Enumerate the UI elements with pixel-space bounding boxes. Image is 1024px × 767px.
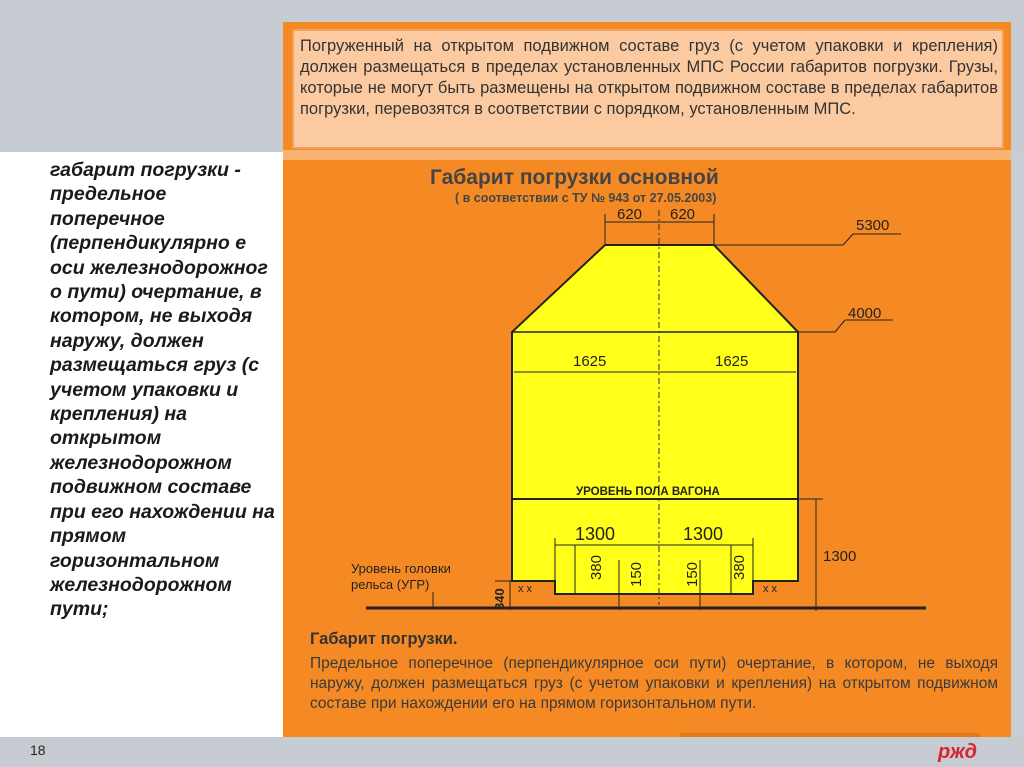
rail-label-line2: рельса (УГР): [351, 577, 430, 592]
dim-1625-left: 1625: [573, 353, 607, 370]
dim-150-left: 150: [628, 561, 645, 587]
dim-380-right: 380: [731, 554, 748, 580]
diagram-subtitle: ( в соответствии с ТУ № 943 от 27.05.2003): [455, 191, 717, 205]
poster-definition-text: Предельное поперечное (перпендикулярное оси пути) очертание, в котором, не выходя наружу, должен размещаться груз (с учетом упаковки и крепления) на открытом подвижном составе при нахождении его на прямом горизонтальном пути.: [310, 655, 998, 712]
svg-text:ржд: ржд: [938, 741, 978, 763]
dim-1300-right: 1300: [683, 524, 724, 544]
separator-strip: [283, 150, 1011, 160]
diagram-title: Габарит погрузки основной: [430, 166, 719, 189]
slide-number: 18: [30, 742, 46, 758]
x-marks-right: x x: [763, 583, 778, 595]
height-5300: 5300: [856, 217, 890, 234]
rail-label-line1: Уровень головки: [351, 561, 451, 576]
height-4000: 4000: [848, 305, 882, 322]
bottom-band: [0, 737, 1024, 767]
dim-340: 340: [492, 588, 507, 610]
dim-1625-right: 1625: [715, 353, 749, 370]
loading-gauge-diagram: [283, 200, 1011, 625]
dim-150-right: 150: [684, 561, 701, 587]
x-marks-left: x x: [518, 583, 533, 595]
dim-380-left: 380: [588, 554, 605, 580]
dim-620-right: 620: [670, 206, 696, 223]
leader-4000-tick: [835, 320, 845, 332]
leader-5300-tick: [843, 234, 853, 245]
dim-1300-left: 1300: [575, 524, 616, 544]
definition-title: Габарит погрузки.: [310, 630, 458, 648]
notice-text: Погруженный на открытом подвижном составе груз (с учетом упаковки и крепления) должен размещаться в пределах установленных МПС России габаритов погрузки. Грузы, которые не могут быть размещены на открытом подвижном составе в пределах габаритов погрузки, перевозятся в соответствии с порядком, установленным МПС.: [300, 37, 998, 118]
rzd-logo: [934, 738, 990, 764]
dim-620-left: 620: [617, 206, 643, 223]
definition-text: габарит погрузки - предельное поперечное (перпендикулярно е оси железнодорожног о пути) очертание, в котором, не выходя наружу, должен размещаться груз (с учетом упаковки и крепления) на открытом железнодорожном подвижном составе при его нахождении на прямом горизонтальном железнодорожном пути;: [50, 159, 275, 621]
height-1300: 1300: [823, 548, 857, 565]
floor-level-label: УРОВЕНЬ ПОЛА ВАГОНА: [576, 486, 720, 498]
